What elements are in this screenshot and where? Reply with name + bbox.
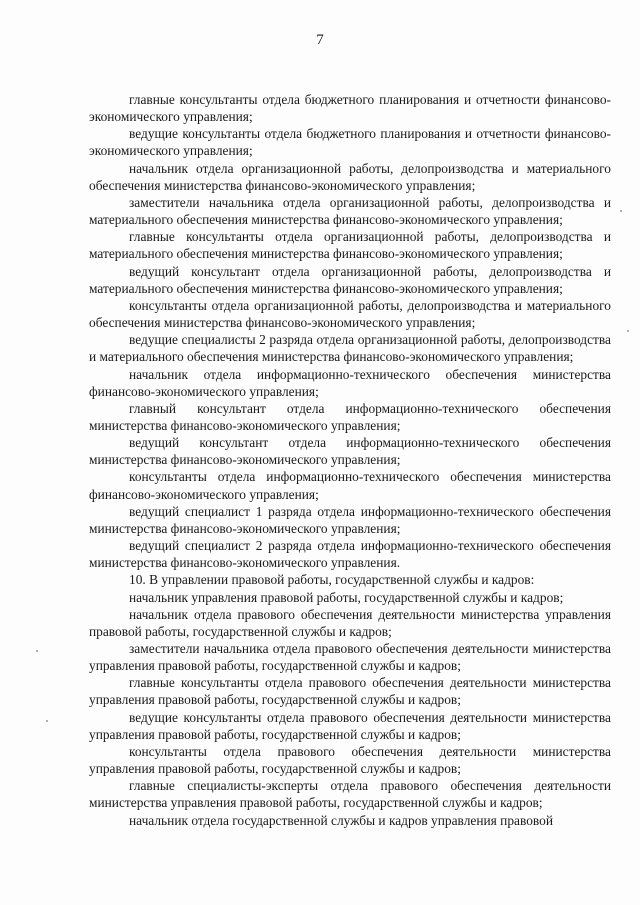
paragraph: начальник отдела правового обеспечения деятельности министерства управления правовой работы, государственной службы и кадров; <box>89 606 611 639</box>
paragraph: ведущий консультант отдела организационной работы, делопроизводства и материального обеспечения министерства финансово-экономического управления; <box>89 263 611 296</box>
paragraph: главный консультант отдела информационно-технического обеспечения министерства финансово-экономического управления; <box>89 400 611 433</box>
scan-speck <box>627 330 629 332</box>
paragraph: главные консультанты отдела организационной работы, делопроизводства и материального обеспечения министерства финансово-экономического управления; <box>89 229 611 262</box>
paragraph: консультанты отдела информационно-технического обеспечения министерства финансово-экономического управления; <box>89 469 611 502</box>
page-number: 7 <box>316 32 324 48</box>
section-heading: 10. В управлении правовой работы, государственной службы и кадров: <box>129 572 535 588</box>
paragraph: консультанты отдела правового обеспечения деятельности министерства управления правовой работы, государственной службы и кадров; <box>89 743 611 777</box>
paragraph: главные консультанты отдела правового обеспечения деятельности министерства управления правовой работы, государственной службы и кадров; <box>89 675 611 708</box>
paragraph: ведущий консультант отдела информационно-технического обеспечения министерства финансово-экономического управления; <box>89 435 611 468</box>
scan-speck <box>36 650 38 652</box>
paragraph: ведущие консультанты отдела правового обеспечения деятельности министерства управления правовой работы, государственной службы и кадров; <box>89 709 611 742</box>
paragraph: ведущий специалист 1 разряда отдела информационно-технического обеспечения министерства финансово-экономического управления; <box>89 503 611 536</box>
paragraph: начальник управления правовой работы, государственной службы и кадров; <box>129 589 564 605</box>
paragraph: консультанты отдела организационной работы, делопроизводства и материального обеспечения министерства финансово-экономического управления; <box>89 297 611 331</box>
document-body <box>89 91 611 829</box>
paragraph: ведущий специалист 2 разряда отдела информационно-технического обеспечения министерства финансово-экономического управления. <box>89 538 611 571</box>
scan-speck <box>46 720 48 722</box>
paragraph: начальник отдела государственной службы и кадров управления правовой <box>129 812 553 828</box>
paragraph: начальник отдела информационно-технического обеспечения министерства финансово-экономического управления; <box>89 366 611 399</box>
paragraph: ведущие специалисты 2 разряда отдела организационной работы, делопроизводства и материального обеспечения министерства финансово-экономического управления; <box>89 332 611 365</box>
scan-speck <box>620 210 622 212</box>
paragraph: начальник отдела организационной работы, делопроизводства и материального обеспечения министерства финансово-экономического управления; <box>89 160 611 193</box>
paragraph: главные консультанты отдела бюджетного планирования и отчетности финансово-экономического управления; <box>89 92 611 125</box>
paragraph: заместители начальника отдела правового обеспечения деятельности министерства управления правовой работы, государственной службы и кадров; <box>89 641 611 674</box>
paragraph: заместители начальника отдела организационной работы, делопроизводства и материального обеспечения министерства финансово-экономического управления; <box>89 194 611 228</box>
paragraph: ведущие консультанты отдела бюджетного планирования и отчетности финансово-экономического управления; <box>89 126 611 159</box>
paragraph: главные специалисты-эксперты отдела правового обеспечения деятельности министерства управления правовой работы, государственной службы и кадров; <box>89 778 611 811</box>
